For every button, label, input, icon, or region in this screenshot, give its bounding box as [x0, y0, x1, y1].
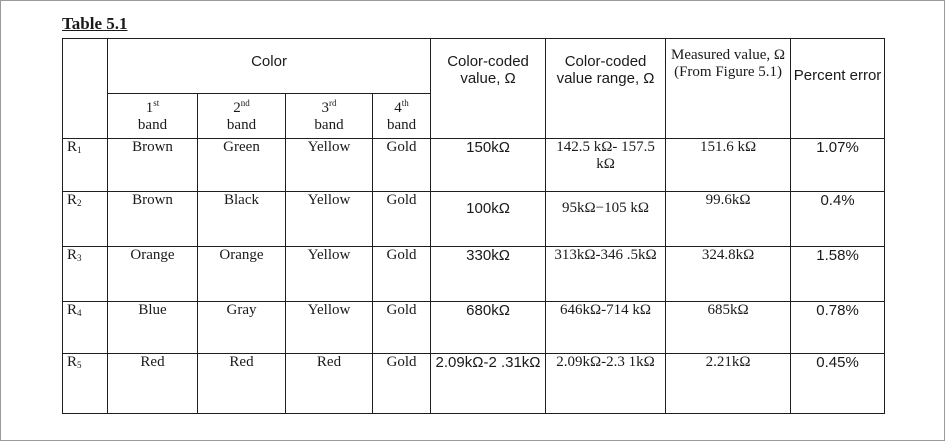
band-color-cell: Gold	[373, 354, 431, 414]
table-row	[63, 247, 885, 302]
measured-value-cell: 99.6kΩ	[666, 192, 791, 247]
resistor-label: $R_5$	[63, 354, 108, 414]
band-color-cell: Orange	[198, 247, 286, 302]
measured-value-cell: 324.8kΩ	[666, 247, 791, 302]
resistor-label: $R_4$	[63, 302, 108, 354]
measured-value-cell: 2.21kΩ	[666, 354, 791, 414]
measured-value-cell: 151.6 kΩ	[666, 139, 791, 192]
band-header-2: 2nd band	[198, 94, 286, 139]
band-color-cell: Red	[198, 354, 286, 414]
coded-value-cell: 330kΩ	[431, 247, 546, 302]
percent-error-header: Percent error	[791, 39, 885, 139]
band-color-cell: Yellow	[286, 247, 373, 302]
coded-range-cell: 313kΩ-346 .5kΩ	[546, 247, 666, 302]
coded-value-cell: 680kΩ	[431, 302, 546, 354]
table-row	[63, 139, 885, 192]
band-color-cell: Gold	[373, 302, 431, 354]
band-color-cell: Orange	[108, 247, 198, 302]
band-color-cell: Yellow	[286, 192, 373, 247]
percent-error-cell: 0.4%	[791, 192, 885, 247]
band-color-cell: Green	[198, 139, 286, 192]
resistor-data-table	[62, 38, 885, 414]
percent-error-cell: 0.78%	[791, 302, 885, 354]
resistor-label: $R_1$	[63, 139, 108, 192]
table-row	[63, 302, 885, 354]
coded-range-cell: 142.5 kΩ- 157.5 kΩ	[546, 139, 666, 192]
measured-header: Measured value, Ω (From Figure 5.1)	[666, 39, 791, 139]
band-color-cell: Brown	[108, 192, 198, 247]
percent-error-cell: 1.58%	[791, 247, 885, 302]
table-row	[63, 354, 885, 414]
band-color-cell: Gold	[373, 139, 431, 192]
band-color-cell: Gray	[198, 302, 286, 354]
band-color-cell: Black	[198, 192, 286, 247]
band-header-1: 1st band	[108, 94, 198, 139]
band-color-cell: Blue	[108, 302, 198, 354]
band-color-cell: Gold	[373, 247, 431, 302]
band-color-cell: Yellow	[286, 139, 373, 192]
coded-value-cell: 100kΩ	[431, 192, 546, 247]
measured-value-cell: 685kΩ	[666, 302, 791, 354]
coded-value-cell: 150kΩ	[431, 139, 546, 192]
percent-error-cell: 0.45%	[791, 354, 885, 414]
band-color-cell: Yellow	[286, 302, 373, 354]
coded-value-header: Color-coded value, Ω	[431, 39, 546, 139]
coded-range-cell: 95kΩ−105 kΩ	[546, 192, 666, 247]
coded-range-header: Color-coded value range, Ω	[546, 39, 666, 139]
coded-value-cell: 2.09kΩ-2 .31kΩ	[431, 354, 546, 414]
table-caption: Table 5.1	[62, 14, 128, 33]
color-group-header: Color	[108, 39, 431, 94]
band-color-cell: Red	[286, 354, 373, 414]
band-color-cell: Red	[108, 354, 198, 414]
band-header-3: 3rd band	[286, 94, 373, 139]
band-color-cell: Brown	[108, 139, 198, 192]
band-header-4: 4th band	[373, 94, 431, 139]
percent-error-cell: 1.07%	[791, 139, 885, 192]
band-color-cell: Gold	[373, 192, 431, 247]
resistor-label: $R_3$	[63, 247, 108, 302]
resistor-label: $R_2$	[63, 192, 108, 247]
coded-range-cell: 2.09kΩ-2.3 1kΩ	[546, 354, 666, 414]
row-label-header	[63, 39, 108, 139]
coded-range-cell: 646kΩ-714 kΩ	[546, 302, 666, 354]
table-row	[63, 192, 885, 247]
